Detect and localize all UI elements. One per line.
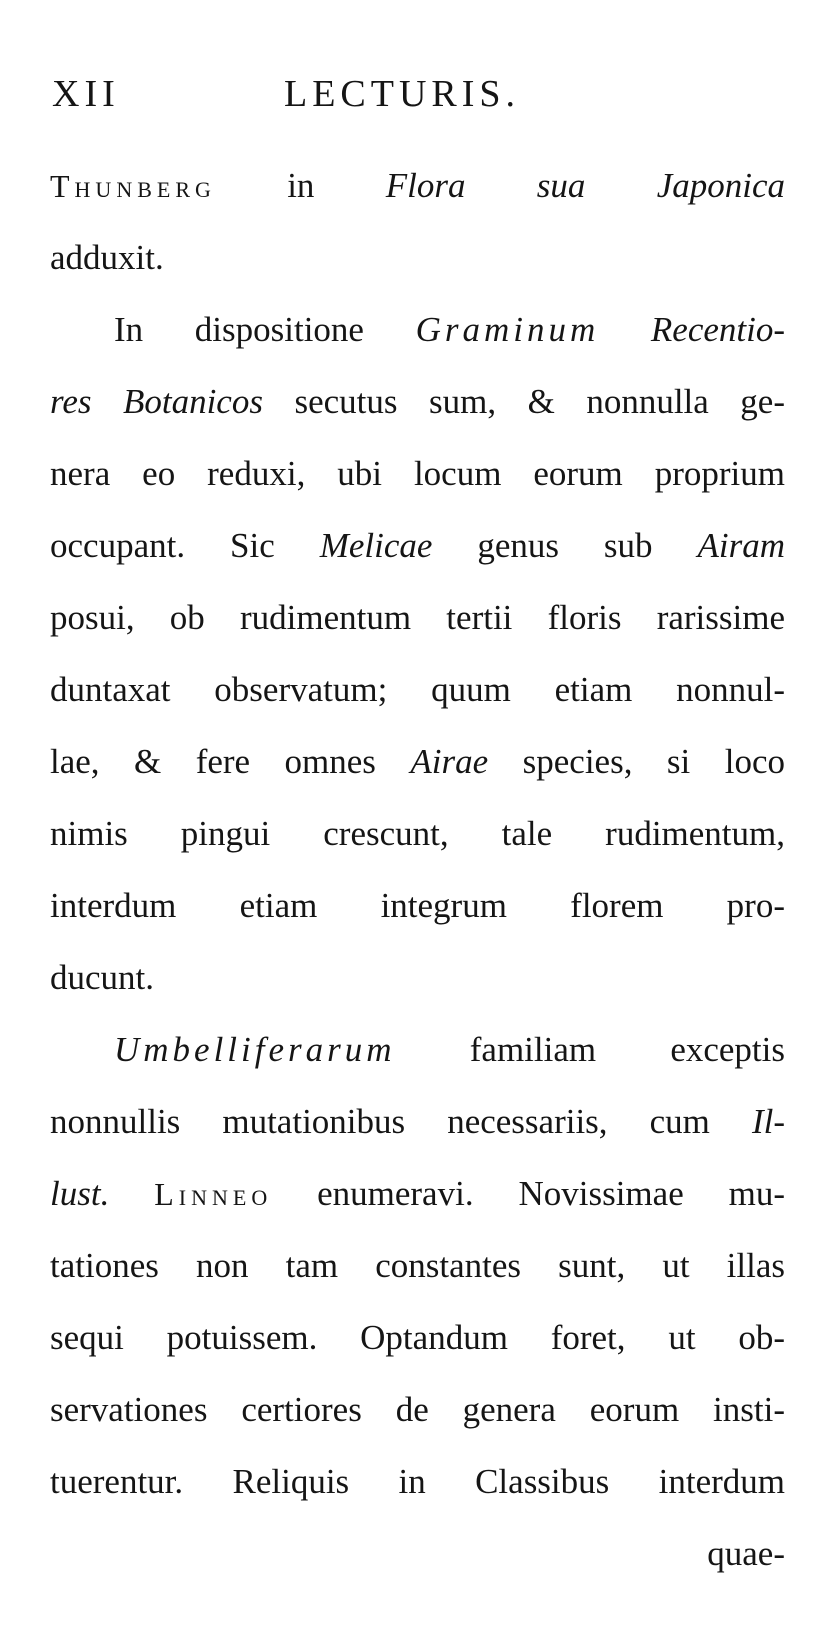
text-line: occupant. Sic Melicae genus sub Airam — [50, 526, 785, 565]
paragraph-start: Umbelliferarum familiam exceptis — [114, 1030, 785, 1069]
text-line: nonnullis mutationibus necessariis, cum Il- — [50, 1102, 785, 1141]
text-line: sequi potuissem. Optandum foret, ut ob- — [50, 1318, 785, 1357]
text-line: nimis pingui crescunt, tale rudimentum, — [50, 814, 785, 853]
work-title: Flora sua Japonica — [385, 166, 785, 205]
text-line: interdum etiam integrum florem pro- — [50, 886, 785, 925]
text-line: tuerentur. Reliquis in Classibus interdum — [50, 1462, 785, 1501]
author-name: Linneo — [154, 1176, 273, 1212]
author-name: Thunberg — [50, 168, 216, 204]
text-line: ducunt. — [50, 958, 155, 997]
text-line: res Botanicos secutus sum, & nonnulla ge- — [50, 382, 785, 421]
text-line: lust. Linneo enumeravi. Novissimae mu- — [50, 1174, 785, 1213]
paragraph-start: In dispositione Graminum Recentio- — [114, 310, 786, 349]
running-title: LECTURIS. — [284, 73, 521, 115]
text-line: duntaxat observatum; quum etiam nonnul- — [50, 670, 785, 709]
text-line: servationes certiores de genera eorum insti- — [50, 1390, 785, 1429]
text-line: posui, ob rudimentum tertii floris rarissime — [50, 598, 785, 637]
text-line: adduxit. — [50, 238, 164, 277]
text-line: tationes non tam constantes sunt, ut illas — [50, 1246, 785, 1285]
running-header — [52, 72, 520, 116]
text-line: Thunberg in Flora sua Japonica — [50, 166, 785, 205]
text-line: nera eo reduxi, ubi locum eorum proprium — [50, 454, 785, 493]
page-number: XII — [52, 73, 120, 115]
text-line: lae, & fere omnes Airae species, si loco — [50, 742, 785, 781]
catchword: quae- — [707, 1534, 785, 1573]
body-text — [50, 150, 785, 1590]
